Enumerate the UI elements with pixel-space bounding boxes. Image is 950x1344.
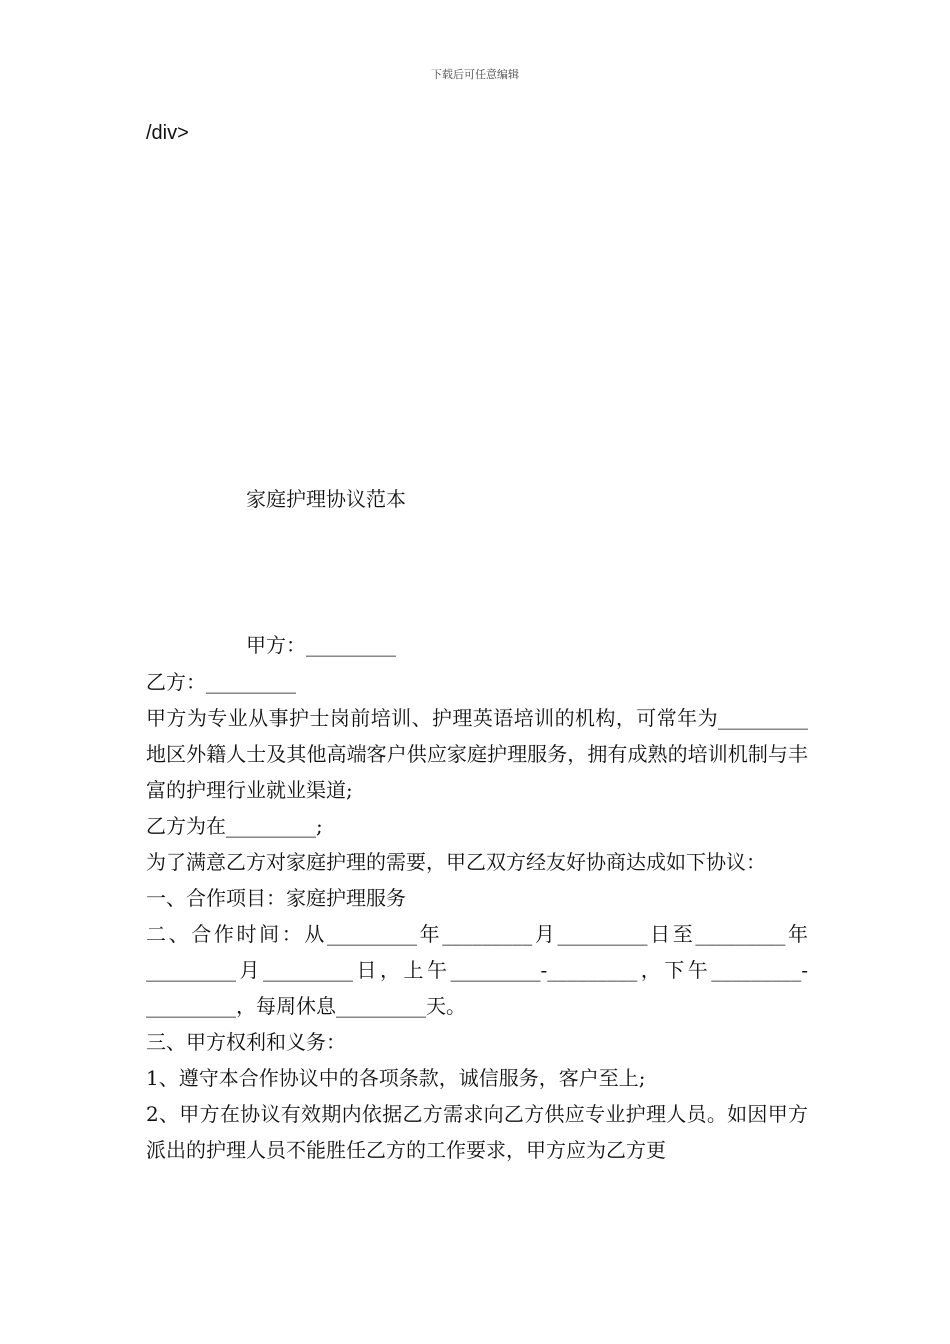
stray-markup-text: /div> (146, 122, 189, 144)
document-title: 家庭护理协议范本 (246, 487, 406, 511)
section-cooperation-item: 一、合作项目：家庭护理服务 (146, 886, 406, 910)
clause-1: 1、遵守本合作协议中的各项条款，诚信服务，客户至上; (146, 1066, 646, 1090)
paragraph-party-a-description: 甲方为专业从事护士岗前培训、护理英语培训的机构，可常年为_________地区外籍人士及其他高端客户供应家庭护理服务，拥有成熟的培训机制与丰富的护理行业就业渠道; (146, 706, 808, 802)
document-body (146, 664, 808, 1168)
section-cooperation-time: 二、合作时间：从_________年_________月_________日至_________年_________月_________日，上午_________-_________，下午_________-_________，每周休息_________天。 (146, 922, 808, 1018)
page-header-note: 下载后可任意编辑 (431, 68, 519, 81)
paragraph-agreement-intro: 为了满意乙方对家庭护理的需要，甲乙双方经友好协商达成如下协议： (146, 850, 766, 874)
section-party-a-rights: 三、甲方权利和义务： (146, 1030, 346, 1054)
paragraph-party-b-description: 乙方为在_________; (146, 814, 323, 838)
party-b-line: 乙方：_________ (146, 670, 296, 694)
party-a-line: 甲方：_________ (246, 633, 396, 657)
clause-2: 2、甲方在协议有效期内依据乙方需求向乙方供应专业护理人员。如因甲方派出的护理人员不能胜任乙方的工作要求，甲方应为乙方更 (146, 1102, 808, 1162)
